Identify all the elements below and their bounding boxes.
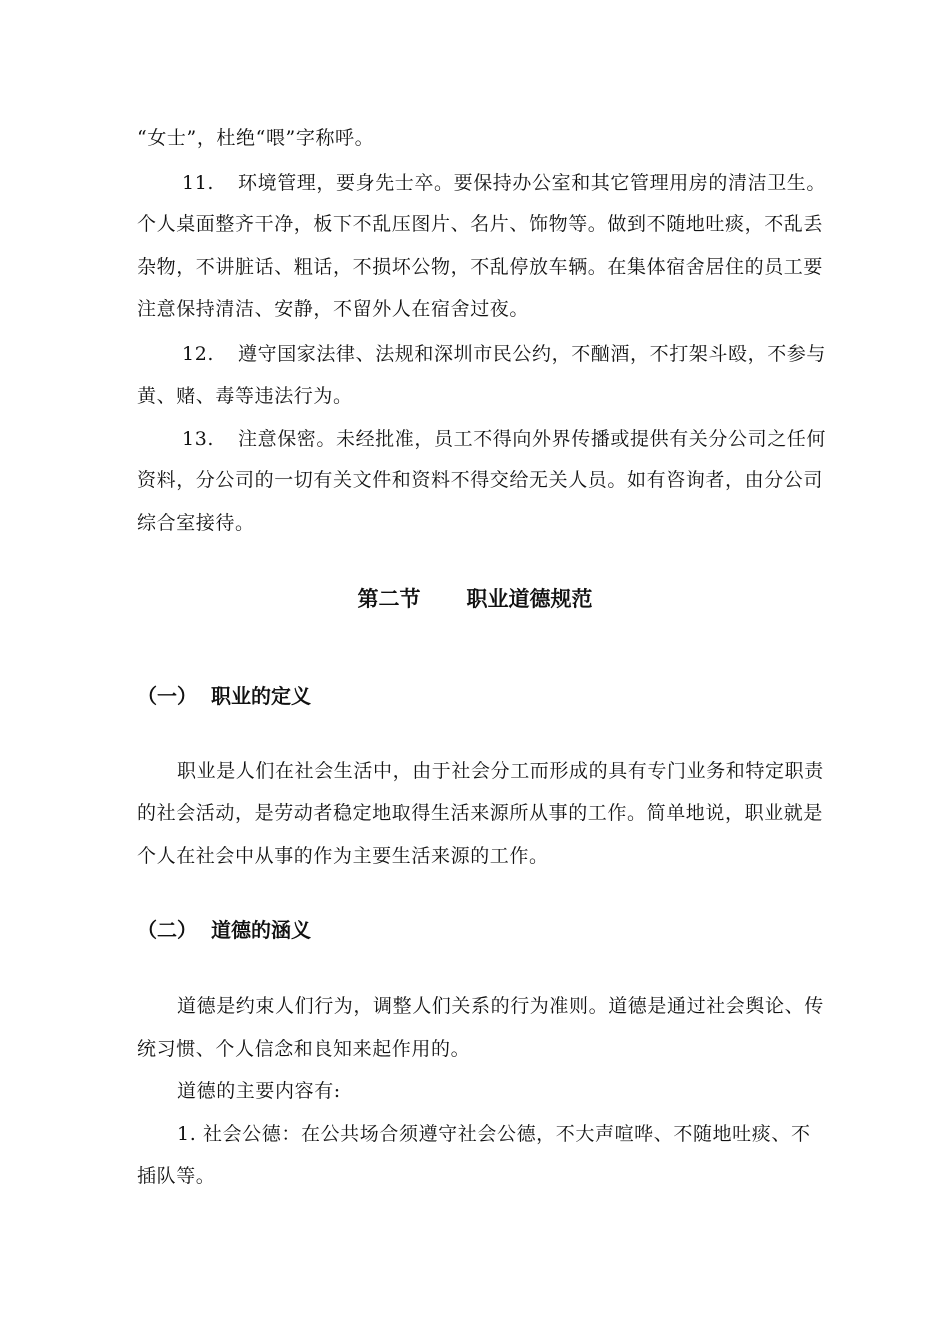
list-item-1-line-2: 插队等。 (137, 1165, 216, 1187)
paragraph-2-line-1: 道德是约束人们行为，调整人们关系的行为准则。道德是通过社会舆论、传 (177, 995, 824, 1017)
subheading-number: （一） (137, 684, 197, 708)
section-heading (0, 585, 950, 613)
subheading-number: （二） (137, 918, 197, 942)
section-title: 职业道德规范 (466, 587, 593, 611)
list-item-text: 遵守国家法律、法规和深圳市民公约，不酗酒，不打架斗殴，不参与 (238, 343, 827, 365)
paragraph-continuation: “女士”，杜绝“喂”字称呼。 (137, 127, 375, 149)
subheading-2 (137, 916, 311, 944)
list-item-12-line-1 (137, 341, 827, 367)
paragraph-2-line-2: 统习惯、个人信念和良知来起作用的。 (137, 1038, 471, 1060)
paragraph-1-line-3: 个人在社会中从事的作为主要生活来源的工作。 (137, 845, 549, 867)
list-item-11-line-1 (137, 170, 827, 196)
list-number: 11. (182, 172, 215, 194)
list-item-11-line-3: 杂物，不讲脏话、粗话，不损坏公物，不乱停放车辆。在集体宿舍居住的员工要 (137, 256, 824, 278)
list-item-11-line-4: 注意保持清洁、安静，不留外人在宿舍过夜。 (137, 298, 530, 320)
list-number: 13. (182, 428, 215, 450)
paragraph-1-line-1: 职业是人们在社会生活中，由于社会分工而形成的具有专门业务和特定职责 (177, 760, 824, 782)
paragraph-3: 道德的主要内容有: (177, 1080, 341, 1102)
list-item-text: 环境管理，要身先士卒。要保持办公室和其它管理用房的清洁卫生。 (238, 172, 827, 194)
paragraph-1-line-2: 的社会活动，是劳动者稳定地取得生活来源所从事的工作。简单地说，职业就是 (137, 802, 824, 824)
subheading-title: 职业的定义 (211, 684, 311, 708)
subheading-1 (137, 682, 311, 710)
list-item-12-line-2: 黄、赌、毒等违法行为。 (137, 385, 353, 407)
list-item-1-line-1: 1. 社会公德：在公共场合须遵守社会公德，不大声喧哗、不随地吐痰、不 (177, 1123, 811, 1145)
list-item-13-line-1 (137, 426, 827, 452)
list-item-11-line-2: 个人桌面整齐干净，板下不乱压图片、名片、饰物等。做到不随地吐痰，不乱丢 (137, 213, 824, 235)
section-label: 第二节 (357, 587, 421, 611)
list-item-13-line-3: 综合室接待。 (137, 512, 255, 534)
list-item-13-line-2: 资料，分公司的一切有关文件和资料不得交给无关人员。如有咨询者，由分公司 (137, 469, 824, 491)
list-item-text: 注意保密。未经批准，员工不得向外界传播或提供有关分公司之任何 (238, 428, 827, 450)
subheading-title: 道德的涵义 (211, 918, 311, 942)
list-number: 12. (182, 343, 215, 365)
